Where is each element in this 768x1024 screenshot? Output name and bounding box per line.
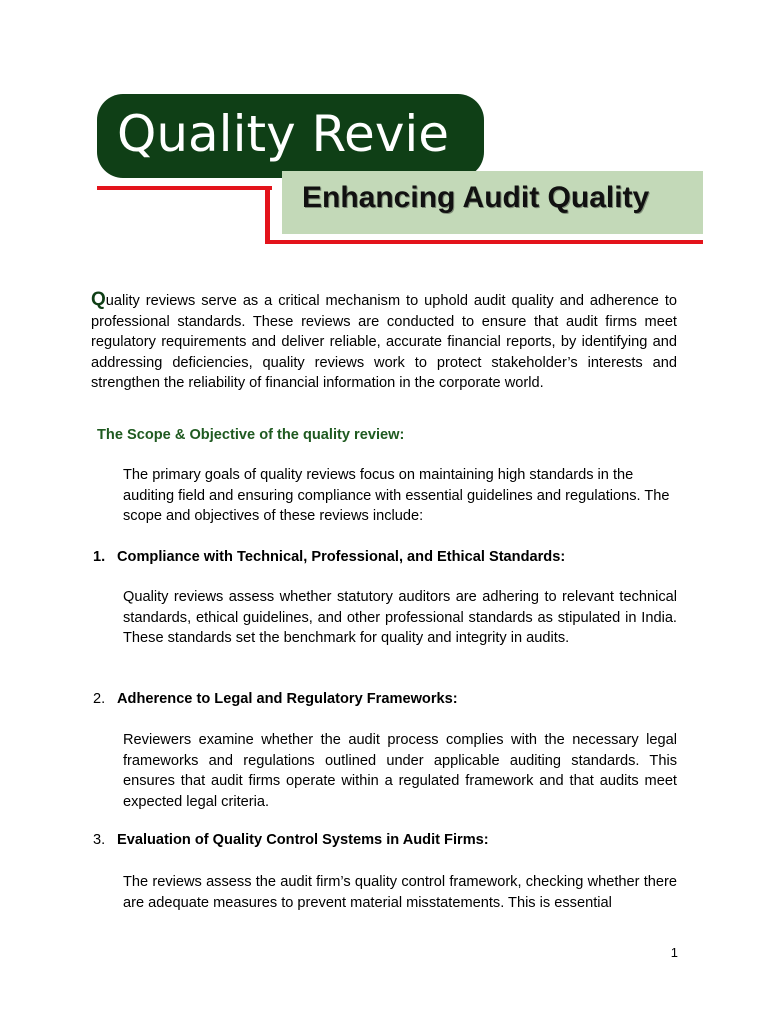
list-item-number: 2. [93, 691, 106, 707]
subtitle-box [282, 171, 703, 234]
list-item-number: 3. [93, 832, 106, 848]
list-item-heading [93, 689, 458, 709]
intro-text: uality reviews serve as a critical mechanism to uphold audit quality and adherence to professional standards. These reviews are conducted to ensure that audit firms meet regulatory requirements and deliver reliable, accurate financial reports, by identifying and addressing deficiencies, quality reviews work to protect stakeholder’s interests and strengthen the reliability of financial information in the corporate world. [91, 293, 677, 391]
document-subtitle: Enhancing Audit Quality [302, 181, 650, 214]
scope-paragraph: The primary goals of quality reviews focus on maintaining high standards in the auditing field and ensuring compliance with essential guidelines and regulations. The scope and objectives of these reviews include: [123, 467, 670, 524]
red-rule-right [265, 240, 703, 244]
document-title: Quality Revie [117, 105, 450, 163]
list-item-heading [93, 830, 489, 850]
list-item-title: Evaluation of Quality Control Systems in Audit Firms: [117, 832, 489, 848]
list-item-heading [93, 547, 565, 567]
list-item-paragraph: Quality reviews assess whether statutory auditors are adhering to relevant technical standards, ethical guidelines, and other professional standards as stipulated in India. These standards set the benchmark for quality and integrity in audits. [123, 589, 677, 646]
list-item-title: Compliance with Technical, Professional, and Ethical Standards: [117, 549, 566, 565]
scope-heading: The Scope & Objective of the quality review: [97, 427, 405, 443]
intro-dropcap: Q [91, 289, 106, 310]
list-item-number: 1. [93, 549, 106, 565]
list-item-title: Adherence to Legal and Regulatory Frameworks: [117, 691, 458, 707]
page-number: 1 [670, 945, 678, 960]
intro-paragraph [91, 290, 677, 394]
list-item-paragraph: The reviews assess the audit firm’s quality control framework, checking whether there are adequate measures to prevent material misstatements. This is essential [123, 874, 677, 911]
red-rule-vertical [265, 186, 270, 244]
title-banner [97, 94, 484, 178]
red-rule-left [97, 186, 272, 190]
list-item-paragraph: Reviewers examine whether the audit process complies with the necessary legal frameworks and regulations outlined under applicable auditing standards. This ensures that audit firms operate within a regulated framework and that audits meet expected legal criteria. [123, 732, 677, 810]
